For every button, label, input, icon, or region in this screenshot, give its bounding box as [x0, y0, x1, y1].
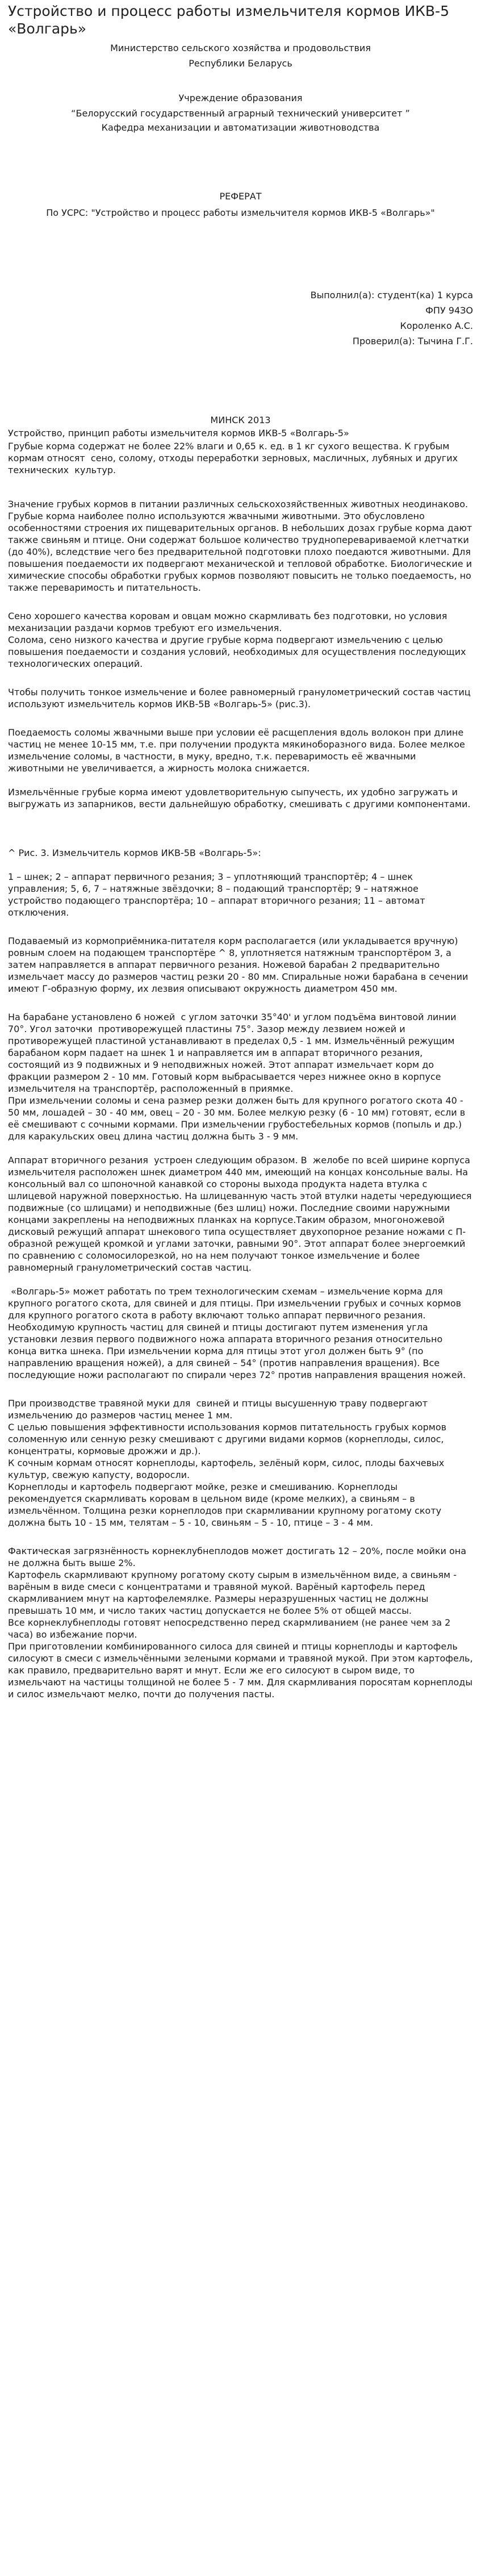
author-line-group: ФПУ 94ЗО: [425, 305, 473, 316]
referat-heading: РЕФЕРАТ: [219, 191, 262, 202]
author-line-checker: Проверил(а): Тычина Г.Г.: [352, 336, 473, 346]
paragraph-8: На барабане установлено 6 ножей с углом заточки 35°40' и углом подъёма винтовой линии 70°. Угол заточки противорежущей пластины 75°. Зазор между лезвием ножей и противорежущей пластиной устанавливают в пределах 0,5 - 1 мм. Измельчённый режущим барабаном корм падает на шнек 1 и направляется им в аппарат вторичного резания, состоящий из 9 подвижных и 9 неподвижных ножей. Этот аппарат измельчает корм до фракции размером 2 - 10 мм. Готовый корм выбрасывается через нижнее окно в корпусе измельчителя на транспортёр, расположенный в приямке. При измельчении соломы и сена размер резки должен быть для крупного рогатого скота 40 - 50 мм, лошадей – 30 - 40 мм, овец – 20 - 30 мм. Более мелкую резку (6 - 10 мм) готовят, если в её смешивают с сочными кормами. При измельчении грубостебельных кормов (попыль и др.) для каракульских овец длина частиц должна быть 3 - 9 мм.: [8, 1012, 466, 1142]
ministry-line: Министерство сельского хозяйства и продовольствия: [110, 43, 371, 53]
paragraph-10: «Волгарь-5» может работать по трем технологическим схемам – измельчение корма для крупного рогатого скота, для свиней и для птицы. При измельчении грубых и сочных кормов для крупного рогатого скота в работу включают только аппарат первичного резания. Необходимую крупность частиц для свиней и птицы достигают путем изменения угла установки лезвия первого подвижного ножа аппарата вторичного резания относительно конца витка шнека. При измельчении корма для птицы этот угол должен быть 9° (по направлению вращения ножей), а для свиней – 54° (против направления вращения). Все последующие ножи располагают по спирали через 72° против направления вращения ножей.: [8, 1286, 466, 1380]
paragraph-1: Грубые корма содержат не более 22% влаги и 0,65 к. ед. в 1 кг сухого вещества. К грубым кормам относят сено, солому, отходы переработки зерновых, масличных, лубяных и других технических культур.: [8, 441, 461, 475]
paragraph-2: Значение грубых кормов в питании различных сельскохозяйственных животных неодинаково. Грубые корма наиболее полно используются жвачными животными. Это обусловлено особенностями строения их пищеварительных органов. В небольших дозах грубые корма дают также свиньям и птице. Они содержат большое количество трудноперевариваемой клетчатки (до 40%), вследствие чего без предварительной подготовки плохо поедаются животными. Для повышения поедаемости их подвергают механической и тепловой обработке. Биологические и химические способы обработки грубых кормов позволяют повысить не только поедаемость, но также переваримость и питательность.: [8, 499, 475, 593]
city-year: МИНСК 2013: [210, 415, 271, 425]
author-block: [8, 289, 473, 347]
paragraph-5: Поедаемость соломы жвачными выше при условии её расщепления вдоль волокон при длине частиц не менее 10-15 мм, т.е. при получении продукта мякиноборазного вида. Более мелкое измельчение соломы, в частности, в муку, вредно, т.к. переваримость её жвачными животными не увеличивается, а жирность молока снижается.: [8, 727, 468, 774]
paragraph-7: Подаваемый из кормоприёмника-питателя корм располагается (или укладывается вручную) ровным слоем на подающем транспортёре ^ 8, уплотняется натяжным транспортёром 3, а затем направляется в аппарат первичного резания. Ножевой барабан 2 предварительно измельчает массу до размеров частиц резки 20 - 80 мм. Спиральные ножи барабана в сечении имеют Г-образную форму, их лезвия описывают окружность диаметром 450 мм.: [8, 936, 471, 994]
figure-legend: 1 – шнек; 2 – аппарат первичного резания; 3 – уплотняющий транспортёр; 4 – шнек управления; 5, 6, 7 – натяжные звёздочки; 8 – подающий транспортёр; 9 – натяжное устройство подающего транспортёра; 10 – аппарат вторичного резания; 11 – автомат отключения.: [8, 871, 428, 918]
author-line-student: Выполнил(а): студент(ка) 1 курса: [310, 290, 473, 300]
paragraph-12: Фактическая загрязнённость корнеклубнеплодов может достигать 12 – 20%, после мойки она не должна быть выше 2%. Картофель скармливают крупному рогатому скоту сырым в измельчённом виде, а свиньям - варёным в виде смеси с концентратами и травяной мукой. Варёный картофель перед скармливанием мнут на картофелемялке. Размеры неразрушенных частиц не должны превышать 10 мм, и число таких частиц допускается не более 5% от общей массы. Все корнеклубнеплоды готовят непосредственно перед скармливанием (не ранее чем за 2 часа) во избежание порчи. При приготовлении комбинированного силоса для свиней и птицы корнеплоды и картофель силосуют в смеси с измельчёнными зелеными кормами и травяной мукой. При этом картофель, как правило, предварительно варят и мнут. Если же его силосуют в сыром виде, то измельчают на частицы толщиной не более 5 - 7 мм. Для скармливания поросятам корнеплоды и силос измельчают мелко, почти до получения пасты.: [8, 1546, 473, 1700]
paragraph-3: Сено хорошего качества коровам и овцам можно скармливать без подготовки, но условия механизации раздачи кормов требуют его измельчения. Солома, сено низкого качества и другие грубые корма подвергают измельчению с целью повышения поедаемости и создания условий, необходимых для осуществления последующих технологических операций.: [8, 611, 466, 669]
paragraph-11: При производстве травяной муки для свиней и птицы высушенную траву подвергают измельчению до размеров частиц менее 1 мм. С целью повышения эффективности использования кормов питательность грубых кормов соломенную или сенную резку смешивают с другими видами кормов (корнеплоды, силос, концентраты, кормовые дрожжи и др.). К сочным кормам относят корнеплоды, картофель, зелёный корм, силос, плоды бахчевых культур, свежую капусту, водоросли. Корнеплоды и картофель подвергают мойке, резке и смешиванию. Корнеплоды рекомендуется скармливать коровам в цельном виде (кроме мелких), а свиньям – в измельчённом. Толщина резки корнеплодов при скармливании крупному рогатому скоту должна быть 10 - 15 мм, телятам – 5 - 10, свиньям – 5 - 10, птице – 3 - 4 мм.: [8, 1398, 447, 1528]
university-name: “Белорусский государственный аграрный технический университет ”: [71, 108, 410, 119]
section-heading: Устройство, принцип работы измельчителя кормов ИКВ-5 «Волгарь-5»: [8, 428, 349, 439]
republic-line: Республики Беларусь: [189, 58, 292, 69]
paragraph-4: Чтобы получить тонкое измельчение и более равномерный гранулометрический состав частиц используют измельчитель кормов ИКВ-5В «Волгарь-5» (рис.3).: [8, 687, 474, 709]
institution-label: Учреждение образования: [178, 93, 303, 103]
page-title: Устройство и процесс работы измельчителя кормов ИКВ-5 «Волгарь»: [8, 3, 449, 37]
paragraph-6: Измельчённые грубые корма имеют удовлетворительную сыпучесть, их удобно загружать и выгружать из запарников, вести дальнейшую обработку, смешивать с другими компонентами.: [8, 787, 471, 809]
author-line-name: Короленко А.С.: [400, 320, 473, 331]
figure-caption: ^ Рис. 3. Измельчитель кормов ИКВ-5В «Волгарь-5»:: [8, 847, 261, 858]
subject-line: По УСРС: "Устройство и процесс работы измельчителя кормов ИКВ-5 «Волгарь»": [46, 207, 435, 218]
paragraph-9: Аппарат вторичного резания устроен следующим образом. В желобе по всей ширине корпуса измельчителя расположен шнек диаметром 440 мм, имеющий на концах консольные валы. На консольный вал со шпоночной канавкой со стороны выхода продукта надета втулка с шлицевой наружной поверхностью. На шлицеванную часть этой втулки надеты чередующиеся подвижные (со шлицами) и неподвижные (без шлиц) ножи. Последние своими наружными концами закреплены на неподвижных планках на корпусе.Таким образом, многоножевой дисковый режущий аппарат шнекового типа осуществляет двухопорное резание ножами с П-образной режущей кромкой и углами заточки, равными 90°. Этот аппарат более энергоемкий по сравнению с соломосилорезкой, но на нем получают тонкое измельчение и более равномерный гранулометрический состав частиц.: [8, 1155, 475, 1273]
department-name: Кафедра механизации и автоматизации животноводства: [101, 122, 380, 133]
